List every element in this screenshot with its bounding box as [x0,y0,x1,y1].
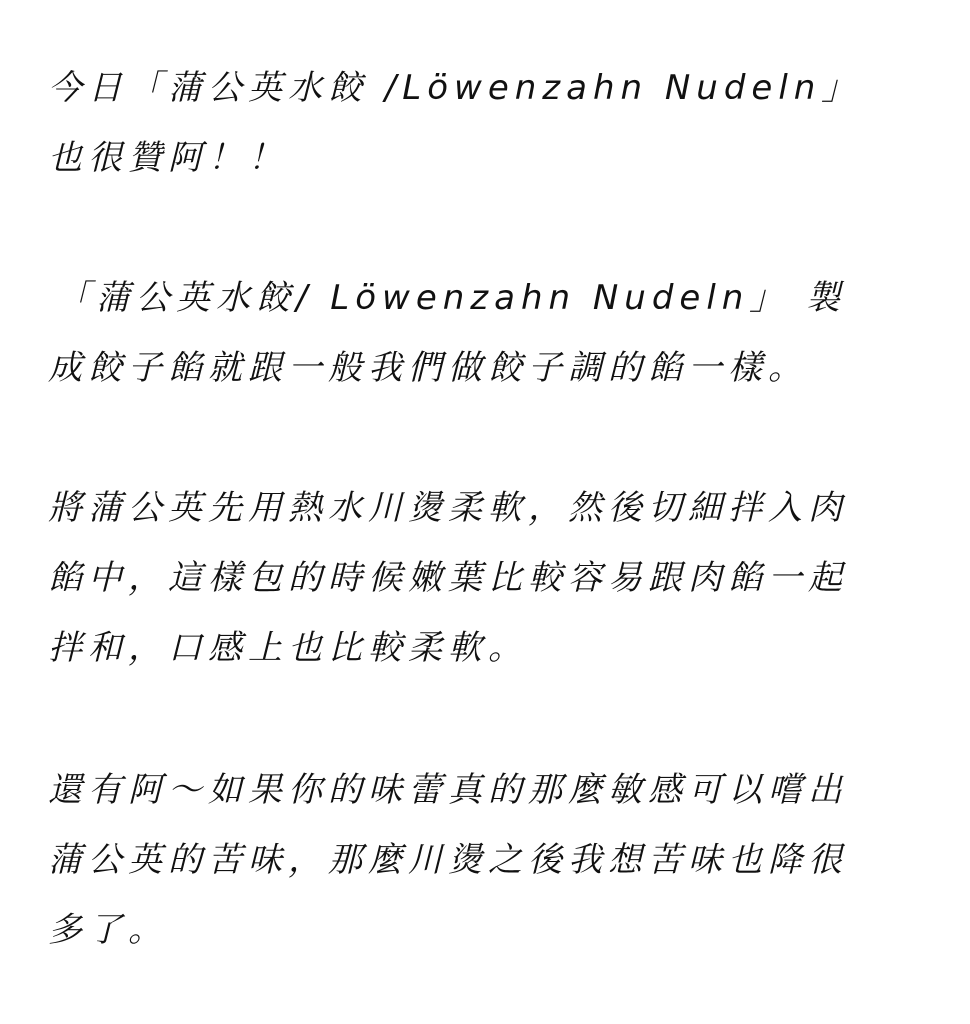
text-line: 也很贊阿！！ [48,138,288,178]
text-line: 將蒲公英先用熱水川燙柔軟，然後切細拌入肉 [48,488,848,528]
text-line: 「蒲公英水餃/ Löwenzahn Nudeln」 製 [56,278,847,318]
text-line: 餡中，這樣包的時候嫩葉比較容易跟肉餡一起 [48,558,848,598]
text-line: 還有阿～如果你的味蕾真的那麼敏感可以嚐出 [48,770,848,810]
text-line: 成餃子餡就跟一般我們做餃子調的餡一樣。 [48,348,808,388]
text-line: 今日「蒲公英水餃 /Löwenzahn Nudeln」 [48,68,862,108]
text-line: 拌和，口感上也比較柔軟。 [48,628,528,668]
text-line: 多了。 [48,910,168,950]
text-line: 蒲公英的苦味，那麼川燙之後我想苦味也降很 [48,840,848,880]
